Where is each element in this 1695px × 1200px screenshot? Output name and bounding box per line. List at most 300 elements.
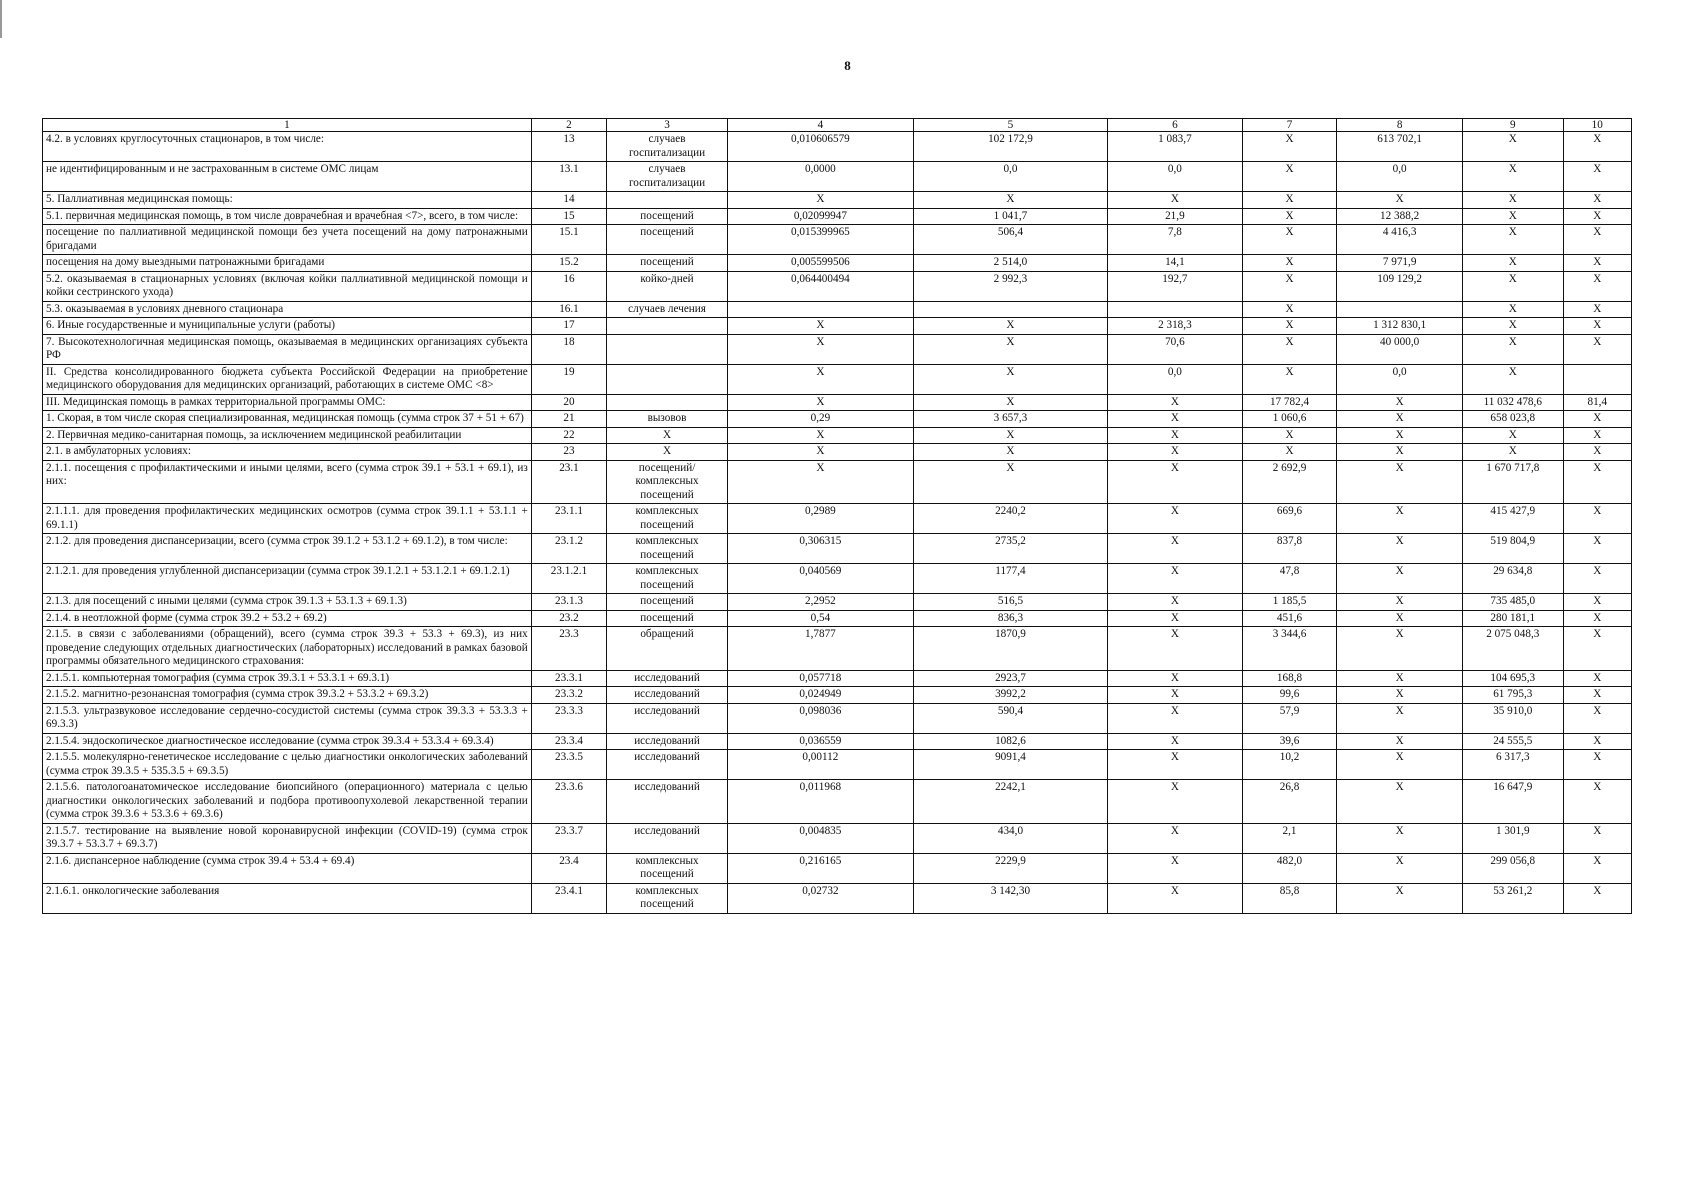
- value-cell-4: 0,098036: [727, 703, 913, 733]
- row-number: 16.1: [531, 301, 606, 318]
- value-cell-8: Х: [1337, 534, 1463, 564]
- row-name: 2.1.5.7. тестирование на выявление новой коронавирусной инфекции (COVID-19) (сумма строк 39.3.7 + 53.3.7 + 69.3.7): [43, 823, 532, 853]
- value-cell-4: 0,040569: [727, 564, 913, 594]
- row-name: 2.1. в амбулаторных условиях:: [43, 444, 532, 461]
- value-cell-10: Х: [1563, 780, 1631, 824]
- value-cell-9: Х: [1462, 444, 1563, 461]
- table-row: [43, 853, 1632, 883]
- unit-cell: посещений: [607, 208, 728, 225]
- row-number: 23.4.1: [531, 883, 606, 913]
- value-cell-8: Х: [1337, 883, 1463, 913]
- value-cell-5: 516,5: [913, 594, 1107, 611]
- value-cell-10: Х: [1563, 564, 1631, 594]
- value-cell-8: Х: [1337, 594, 1463, 611]
- value-cell-6: Х: [1108, 394, 1243, 411]
- value-cell-5: 3 142,30: [913, 883, 1107, 913]
- table-row: [43, 411, 1632, 428]
- value-cell-10: Х: [1563, 255, 1631, 272]
- value-cell-6: Х: [1108, 460, 1243, 504]
- column-header: 4: [727, 119, 913, 132]
- value-cell-6: Х: [1108, 670, 1243, 687]
- value-cell-10: Х: [1563, 225, 1631, 255]
- row-number: 23.3.1: [531, 670, 606, 687]
- value-cell-5: Х: [913, 334, 1107, 364]
- value-cell-8: Х: [1337, 394, 1463, 411]
- column-header: 2: [531, 119, 606, 132]
- value-cell-5: 836,3: [913, 610, 1107, 627]
- value-cell-4: 0,0000: [727, 162, 913, 192]
- value-cell-4: 2,2952: [727, 594, 913, 611]
- row-name: 2.1.1.1. для проведения профилактических медицинских осмотров (сумма строк 39.1.1 + 53.1.1 + 69.1.1): [43, 504, 532, 534]
- unit-cell: исследований: [607, 823, 728, 853]
- row-name: 2.1.2.1. для проведения углубленной диспансеризации (сумма строк 39.1.2.1 + 53.1.2.1 + 69.1.2.1): [43, 564, 532, 594]
- value-cell-5: Х: [913, 364, 1107, 394]
- value-cell-5: [913, 301, 1107, 318]
- column-header: 7: [1242, 119, 1337, 132]
- row-name: 2.1.5. в связи с заболеваниями (обращений), всего (сумма строк 39.3 + 53.3 + 69.3), из них проведение следующих отдельных диагностических (лабораторных) исследований в рамках базовой программы обязательного медицинского страхования:: [43, 627, 532, 671]
- row-name: 2.1.5.3. ультразвуковое исследование сердечно-сосудистой системы (сумма строк 39.3.3 + 53.3.3 + 69.3.3): [43, 703, 532, 733]
- row-name: 5.1. первичная медицинская помощь, в том числе доврачебная и врачебная <7>, всего, в том числе:: [43, 208, 532, 225]
- value-cell-6: Х: [1108, 192, 1243, 209]
- value-cell-5: 3992,2: [913, 687, 1107, 704]
- column-header: 6: [1108, 119, 1243, 132]
- table-body: [43, 132, 1632, 914]
- table-row: [43, 687, 1632, 704]
- value-cell-5: Х: [913, 427, 1107, 444]
- value-cell-8: 1 312 830,1: [1337, 318, 1463, 335]
- table-row: [43, 364, 1632, 394]
- unit-cell: [607, 318, 728, 335]
- scan-edge-mark: [0, 0, 2, 38]
- value-cell-8: Х: [1337, 411, 1463, 428]
- table-row: [43, 733, 1632, 750]
- value-cell-10: [1563, 364, 1631, 394]
- value-cell-4: 1,7877: [727, 627, 913, 671]
- value-cell-4: 0,015399965: [727, 225, 913, 255]
- value-cell-10: Х: [1563, 427, 1631, 444]
- row-name: II. Средства консолидированного бюджета субъекта Российской Федерации на приобретение медицинского оборудования для медицинских организаций, работающих в системе ОМС <8>: [43, 364, 532, 394]
- row-name: 2.1.5.5. молекулярно-генетическое исследование с целью диагностики онкологических заболеваний (сумма строк 39.3.5 + 535.3.5 + 69.3.5): [43, 750, 532, 780]
- value-cell-10: Х: [1563, 627, 1631, 671]
- value-cell-6: 2 318,3: [1108, 318, 1243, 335]
- value-cell-10: Х: [1563, 883, 1631, 913]
- row-number: 14: [531, 192, 606, 209]
- value-cell-7: Х: [1242, 301, 1337, 318]
- value-cell-4: 0,011968: [727, 780, 913, 824]
- table-row: [43, 132, 1632, 162]
- unit-cell: Х: [607, 427, 728, 444]
- row-name: 2.1.5.6. патологоанатомическое исследование биопсийного (операционного) материала с целью диагностики онкологических заболеваний и подбора противоопухолевой лекарственной терапии (сумма строк 39.3.6 + 53.3.6 + 69.3.6): [43, 780, 532, 824]
- value-cell-9: Х: [1462, 427, 1563, 444]
- row-number: 23.4: [531, 853, 606, 883]
- value-cell-6: Х: [1108, 703, 1243, 733]
- value-cell-7: 669,6: [1242, 504, 1337, 534]
- unit-cell: [607, 334, 728, 364]
- value-cell-6: 14,1: [1108, 255, 1243, 272]
- header-row: [43, 119, 1632, 132]
- row-name: 5. Паллиативная медицинская помощь:: [43, 192, 532, 209]
- value-cell-9: 415 427,9: [1462, 504, 1563, 534]
- column-header: 5: [913, 119, 1107, 132]
- table-row: [43, 534, 1632, 564]
- value-cell-6: Х: [1108, 610, 1243, 627]
- value-cell-6: Х: [1108, 750, 1243, 780]
- value-cell-9: 11 032 478,6: [1462, 394, 1563, 411]
- row-number: 23.1.2.1: [531, 564, 606, 594]
- unit-cell: посещений: [607, 255, 728, 272]
- unit-cell: случаев госпитализации: [607, 162, 728, 192]
- table-row: [43, 225, 1632, 255]
- value-cell-9: Х: [1462, 192, 1563, 209]
- value-cell-8: Х: [1337, 687, 1463, 704]
- value-cell-5: Х: [913, 394, 1107, 411]
- table-row: [43, 670, 1632, 687]
- value-cell-10: Х: [1563, 132, 1631, 162]
- row-name: 2.1.6. диспансерное наблюдение (сумма строк 39.4 + 53.4 + 69.4): [43, 853, 532, 883]
- value-cell-9: Х: [1462, 162, 1563, 192]
- value-cell-6: 1 083,7: [1108, 132, 1243, 162]
- value-cell-8: Х: [1337, 564, 1463, 594]
- column-header: 10: [1563, 119, 1631, 132]
- value-cell-9: 29 634,8: [1462, 564, 1563, 594]
- value-cell-9: 299 056,8: [1462, 853, 1563, 883]
- row-number: 23.1: [531, 460, 606, 504]
- unit-cell: исследований: [607, 733, 728, 750]
- row-number: 23.3.3: [531, 703, 606, 733]
- row-number: 23: [531, 444, 606, 461]
- value-cell-8: 40 000,0: [1337, 334, 1463, 364]
- unit-cell: комплексных посещений: [607, 534, 728, 564]
- value-cell-6: 70,6: [1108, 334, 1243, 364]
- value-cell-8: 0,0: [1337, 162, 1463, 192]
- value-cell-6: Х: [1108, 780, 1243, 824]
- unit-cell: исследований: [607, 687, 728, 704]
- row-name: 2.1.6.1. онкологические заболевания: [43, 883, 532, 913]
- table-row: [43, 444, 1632, 461]
- value-cell-9: Х: [1462, 334, 1563, 364]
- value-cell-8: 0,0: [1337, 364, 1463, 394]
- table-row: [43, 564, 1632, 594]
- value-cell-7: 482,0: [1242, 853, 1337, 883]
- value-cell-8: Х: [1337, 823, 1463, 853]
- table-row: [43, 427, 1632, 444]
- value-cell-7: Х: [1242, 208, 1337, 225]
- value-cell-4: 0,54: [727, 610, 913, 627]
- column-header: 8: [1337, 119, 1463, 132]
- row-name: не идентифицированным и не застрахованным в системе ОМС лицам: [43, 162, 532, 192]
- value-cell-5: 0,0: [913, 162, 1107, 192]
- row-name: 5.3. оказываемая в условиях дневного стационара: [43, 301, 532, 318]
- value-cell-5: 590,4: [913, 703, 1107, 733]
- value-cell-4: 0,2989: [727, 504, 913, 534]
- table-row: [43, 823, 1632, 853]
- value-cell-8: Х: [1337, 853, 1463, 883]
- unit-cell: посещений: [607, 610, 728, 627]
- unit-cell: койко-дней: [607, 271, 728, 301]
- value-cell-6: Х: [1108, 504, 1243, 534]
- row-name: 1. Скорая, в том числе скорая специализированная, медицинская помощь (сумма строк 37 + 51 + 67): [43, 411, 532, 428]
- value-cell-5: 2 992,3: [913, 271, 1107, 301]
- value-cell-10: Х: [1563, 318, 1631, 335]
- value-cell-5: Х: [913, 318, 1107, 335]
- value-cell-10: Х: [1563, 301, 1631, 318]
- value-cell-7: Х: [1242, 225, 1337, 255]
- value-cell-4: Х: [727, 460, 913, 504]
- value-cell-6: Х: [1108, 883, 1243, 913]
- value-cell-4: 0,024949: [727, 687, 913, 704]
- row-number: 23.3.5: [531, 750, 606, 780]
- value-cell-5: Х: [913, 460, 1107, 504]
- table-row: [43, 594, 1632, 611]
- value-cell-4: 0,216165: [727, 853, 913, 883]
- value-cell-4: [727, 301, 913, 318]
- value-cell-5: Х: [913, 192, 1107, 209]
- value-cell-9: 16 647,9: [1462, 780, 1563, 824]
- value-cell-7: Х: [1242, 255, 1337, 272]
- value-cell-4: 0,00112: [727, 750, 913, 780]
- value-cell-5: 2229,9: [913, 853, 1107, 883]
- unit-cell: исследований: [607, 780, 728, 824]
- value-cell-9: 24 555,5: [1462, 733, 1563, 750]
- value-cell-8: Х: [1337, 750, 1463, 780]
- value-cell-5: 1 041,7: [913, 208, 1107, 225]
- data-table: [42, 118, 1632, 914]
- row-name: 2.1.2. для проведения диспансеризации, всего (сумма строк 39.1.2 + 53.1.2 + 69.1.2), в том числе:: [43, 534, 532, 564]
- row-number: 13.1: [531, 162, 606, 192]
- value-cell-7: Х: [1242, 444, 1337, 461]
- value-cell-6: 0,0: [1108, 162, 1243, 192]
- unit-cell: обращений: [607, 627, 728, 671]
- value-cell-9: 1 301,9: [1462, 823, 1563, 853]
- value-cell-10: Х: [1563, 610, 1631, 627]
- value-cell-4: Х: [727, 364, 913, 394]
- unit-cell: посещений/ комплексных посещений: [607, 460, 728, 504]
- value-cell-7: 10,2: [1242, 750, 1337, 780]
- value-cell-9: 53 261,2: [1462, 883, 1563, 913]
- value-cell-7: 1 060,6: [1242, 411, 1337, 428]
- value-cell-5: 2735,2: [913, 534, 1107, 564]
- value-cell-9: Х: [1462, 318, 1563, 335]
- value-cell-10: Х: [1563, 594, 1631, 611]
- value-cell-7: 3 344,6: [1242, 627, 1337, 671]
- unit-cell: вызовов: [607, 411, 728, 428]
- value-cell-8: Х: [1337, 703, 1463, 733]
- unit-cell: случаев госпитализации: [607, 132, 728, 162]
- row-number: 23.2: [531, 610, 606, 627]
- value-cell-10: Х: [1563, 733, 1631, 750]
- value-cell-10: Х: [1563, 670, 1631, 687]
- value-cell-4: Х: [727, 334, 913, 364]
- value-cell-7: Х: [1242, 427, 1337, 444]
- row-number: 23.3: [531, 627, 606, 671]
- value-cell-4: 0,057718: [727, 670, 913, 687]
- value-cell-5: 2923,7: [913, 670, 1107, 687]
- value-cell-9: Х: [1462, 208, 1563, 225]
- table-row: [43, 208, 1632, 225]
- value-cell-8: Х: [1337, 780, 1463, 824]
- row-number: 23.3.2: [531, 687, 606, 704]
- value-cell-7: 2,1: [1242, 823, 1337, 853]
- value-cell-10: 81,4: [1563, 394, 1631, 411]
- value-cell-7: Х: [1242, 132, 1337, 162]
- page-number: 8: [844, 58, 851, 73]
- value-cell-6: Х: [1108, 444, 1243, 461]
- value-cell-4: 0,004835: [727, 823, 913, 853]
- value-cell-4: Х: [727, 318, 913, 335]
- value-cell-9: Х: [1462, 132, 1563, 162]
- unit-cell: [607, 364, 728, 394]
- unit-cell: [607, 394, 728, 411]
- table-row: [43, 162, 1632, 192]
- value-cell-7: 1 185,5: [1242, 594, 1337, 611]
- table-row: [43, 504, 1632, 534]
- value-cell-5: 1870,9: [913, 627, 1107, 671]
- value-cell-10: Х: [1563, 192, 1631, 209]
- column-header: 9: [1462, 119, 1563, 132]
- row-number: 23.1.2: [531, 534, 606, 564]
- value-cell-4: 0,02732: [727, 883, 913, 913]
- table-row: [43, 610, 1632, 627]
- value-cell-5: 2240,2: [913, 504, 1107, 534]
- value-cell-9: 61 795,3: [1462, 687, 1563, 704]
- value-cell-7: 168,8: [1242, 670, 1337, 687]
- value-cell-9: Х: [1462, 364, 1563, 394]
- value-cell-8: Х: [1337, 670, 1463, 687]
- unit-cell: посещений: [607, 594, 728, 611]
- column-header: 1: [43, 119, 532, 132]
- value-cell-6: 21,9: [1108, 208, 1243, 225]
- value-cell-7: Х: [1242, 271, 1337, 301]
- value-cell-6: Х: [1108, 627, 1243, 671]
- unit-cell: комплексных посещений: [607, 504, 728, 534]
- value-cell-10: Х: [1563, 271, 1631, 301]
- value-cell-7: Х: [1242, 364, 1337, 394]
- value-cell-5: 2 514,0: [913, 255, 1107, 272]
- row-number: 22: [531, 427, 606, 444]
- table-row: [43, 318, 1632, 335]
- value-cell-4: Х: [727, 427, 913, 444]
- value-cell-9: 735 485,0: [1462, 594, 1563, 611]
- value-cell-8: [1337, 301, 1463, 318]
- row-name: 2.1.5.4. эндоскопическое диагностическое исследование (сумма строк 39.3.4 + 53.3.4 + 69.3.4): [43, 733, 532, 750]
- value-cell-4: Х: [727, 192, 913, 209]
- value-cell-6: Х: [1108, 594, 1243, 611]
- row-number: 19: [531, 364, 606, 394]
- value-cell-10: Х: [1563, 823, 1631, 853]
- value-cell-8: 7 971,9: [1337, 255, 1463, 272]
- value-cell-7: Х: [1242, 318, 1337, 335]
- row-name: 2.1.5.1. компьютерная томография (сумма строк 39.3.1 + 53.3.1 + 69.3.1): [43, 670, 532, 687]
- value-cell-10: Х: [1563, 444, 1631, 461]
- row-name: 4.2. в условиях круглосуточных стационаров, в том числе:: [43, 132, 532, 162]
- unit-cell: исследований: [607, 670, 728, 687]
- value-cell-5: 434,0: [913, 823, 1107, 853]
- value-cell-7: Х: [1242, 162, 1337, 192]
- value-cell-7: 26,8: [1242, 780, 1337, 824]
- value-cell-8: 613 702,1: [1337, 132, 1463, 162]
- unit-cell: случаев лечения: [607, 301, 728, 318]
- row-name: 7. Высокотехнологичная медицинская помощь, оказываемая в медицинских организациях субъекта РФ: [43, 334, 532, 364]
- value-cell-7: 837,8: [1242, 534, 1337, 564]
- value-cell-5: Х: [913, 444, 1107, 461]
- value-cell-10: Х: [1563, 703, 1631, 733]
- value-cell-4: Х: [727, 394, 913, 411]
- value-cell-9: 519 804,9: [1462, 534, 1563, 564]
- table-row: [43, 271, 1632, 301]
- row-number: 23.1.1: [531, 504, 606, 534]
- value-cell-7: Х: [1242, 334, 1337, 364]
- value-cell-7: 39,6: [1242, 733, 1337, 750]
- row-number: 18: [531, 334, 606, 364]
- value-cell-6: Х: [1108, 687, 1243, 704]
- value-cell-10: Х: [1563, 534, 1631, 564]
- row-number: 16: [531, 271, 606, 301]
- value-cell-8: Х: [1337, 427, 1463, 444]
- value-cell-8: Х: [1337, 504, 1463, 534]
- value-cell-4: 0,29: [727, 411, 913, 428]
- value-cell-5: 1082,6: [913, 733, 1107, 750]
- value-cell-8: Х: [1337, 627, 1463, 671]
- row-name: 2.1.5.2. магнитно-резонансная томография (сумма строк 39.3.2 + 53.3.2 + 69.3.2): [43, 687, 532, 704]
- unit-cell: комплексных посещений: [607, 564, 728, 594]
- value-cell-7: 99,6: [1242, 687, 1337, 704]
- value-cell-6: 192,7: [1108, 271, 1243, 301]
- row-number: 15: [531, 208, 606, 225]
- unit-cell: комплексных посещений: [607, 853, 728, 883]
- table-row: [43, 883, 1632, 913]
- table-row: [43, 394, 1632, 411]
- value-cell-6: Х: [1108, 823, 1243, 853]
- row-name: 2.1.3. для посещений с иными целями (сумма строк 39.1.3 + 53.1.3 + 69.1.3): [43, 594, 532, 611]
- value-cell-5: 3 657,3: [913, 411, 1107, 428]
- table-row: [43, 301, 1632, 318]
- value-cell-5: 2242,1: [913, 780, 1107, 824]
- value-cell-9: 280 181,1: [1462, 610, 1563, 627]
- value-cell-9: 2 075 048,3: [1462, 627, 1563, 671]
- value-cell-4: Х: [727, 444, 913, 461]
- value-cell-10: Х: [1563, 504, 1631, 534]
- row-number: 23.3.7: [531, 823, 606, 853]
- value-cell-8: 12 388,2: [1337, 208, 1463, 225]
- value-cell-5: 9091,4: [913, 750, 1107, 780]
- row-number: 13: [531, 132, 606, 162]
- row-number: 23.3.6: [531, 780, 606, 824]
- row-name: 2.1.1. посещения с профилактическими и иными целями, всего (сумма строк 39.1 + 53.1 + 69.1), из них:: [43, 460, 532, 504]
- value-cell-4: 0,010606579: [727, 132, 913, 162]
- value-cell-9: 6 317,3: [1462, 750, 1563, 780]
- column-header: 3: [607, 119, 728, 132]
- value-cell-6: Х: [1108, 411, 1243, 428]
- table-row: [43, 703, 1632, 733]
- value-cell-4: 0,02099947: [727, 208, 913, 225]
- value-cell-5: 506,4: [913, 225, 1107, 255]
- value-cell-5: 1177,4: [913, 564, 1107, 594]
- table-row: [43, 627, 1632, 671]
- value-cell-10: Х: [1563, 411, 1631, 428]
- value-cell-9: Х: [1462, 301, 1563, 318]
- unit-cell: [607, 192, 728, 209]
- value-cell-5: 102 172,9: [913, 132, 1107, 162]
- value-cell-10: Х: [1563, 750, 1631, 780]
- value-cell-8: Х: [1337, 460, 1463, 504]
- value-cell-10: Х: [1563, 853, 1631, 883]
- table-row: [43, 192, 1632, 209]
- row-number: 15.1: [531, 225, 606, 255]
- value-cell-7: 451,6: [1242, 610, 1337, 627]
- row-number: 15.2: [531, 255, 606, 272]
- value-cell-4: 0,064400494: [727, 271, 913, 301]
- table-row: [43, 750, 1632, 780]
